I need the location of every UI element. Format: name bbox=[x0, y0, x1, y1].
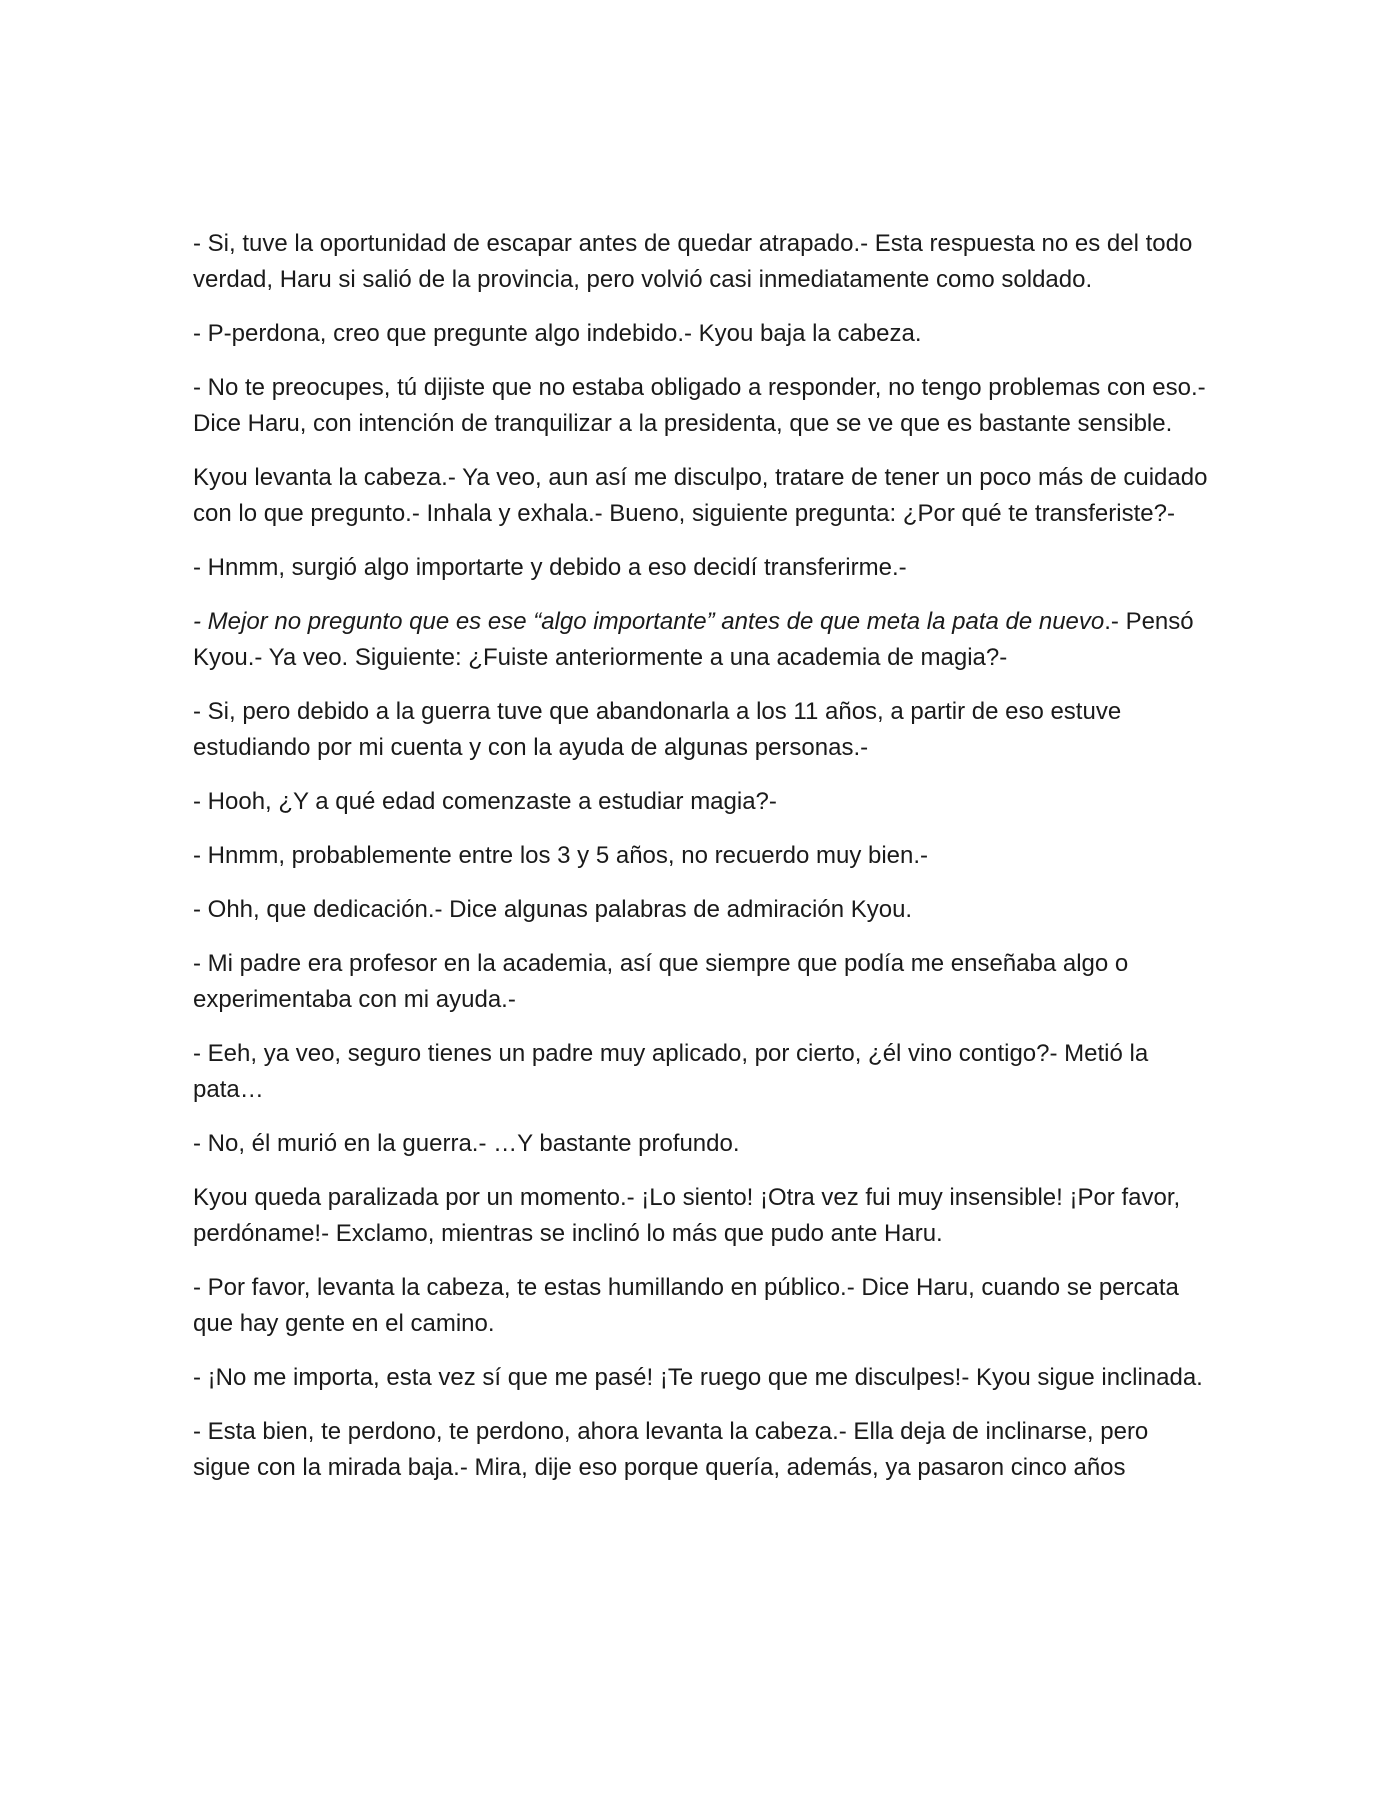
paragraph-3: - No te preocupes, tú dijiste que no estaba obligado a responder, no tengo problemas con eso.- Dice Haru, con intención de tranquilizar a la presidenta, que se ve que es bastante sensible. bbox=[193, 374, 1206, 437]
paragraph-6: - Mejor no pregunto que es ese “algo importante” antes de que meta la pata de nuevo.- Pensó Kyou.- Ya veo. Siguiente: ¿Fuiste anteriormente a una academia de magia?- bbox=[193, 608, 1194, 671]
paragraph-11: - Mi padre era profesor en la academia, así que siempre que podía me enseñaba algo o experimentaba con mi ayuda.- bbox=[193, 950, 1129, 1013]
paragraph-10: - Ohh, que dedicación.- Dice algunas palabras de admiración Kyou. bbox=[193, 896, 913, 923]
paragraph-9: - Hnmm, probablemente entre los 3 y 5 años, no recuerdo muy bien.- bbox=[193, 842, 929, 869]
paragraph-5: - Hnmm, surgió algo importarte y debido a eso decidí transferirme.- bbox=[193, 554, 907, 581]
paragraph-17: - Esta bien, te perdono, te perdono, ahora levanta la cabeza.- Ella deja de inclinarse, pero sigue con la mirada baja.- Mira, dije eso porque quería, además, ya pasaron cinco años bbox=[193, 1418, 1149, 1481]
paragraph-14: Kyou queda paralizada por un momento.- ¡Lo siento! ¡Otra vez fui muy insensible! ¡Por favor, perdóname!- Exclamo, mientras se inclinó lo más que pudo ante Haru. bbox=[193, 1184, 1181, 1247]
paragraph-16: - ¡No me importa, esta vez sí que me pasé! ¡Te ruego que me disculpes!- Kyou sigue inclinada. bbox=[193, 1364, 1203, 1391]
paragraph-12: - Eeh, ya veo, seguro tienes un padre muy aplicado, por cierto, ¿él vino contigo?- Metió la pata… bbox=[193, 1040, 1149, 1103]
paragraph-13: - No, él murió en la guerra.- …Y bastante profundo. bbox=[193, 1130, 740, 1157]
paragraph-1: - Si, tuve la oportunidad de escapar antes de quedar atrapado.- Esta respuesta no es del todo verdad, Haru si salió de la provincia, pero volvió casi inmediatamente como soldado. bbox=[193, 230, 1193, 293]
paragraph-8: - Hooh, ¿Y a qué edad comenzaste a estudiar magia?- bbox=[193, 788, 777, 815]
document-body bbox=[193, 226, 1208, 1504]
paragraph-2: - P-perdona, creo que pregunte algo indebido.- Kyou baja la cabeza. bbox=[193, 320, 922, 347]
paragraph-4: Kyou levanta la cabeza.- Ya veo, aun así me disculpo, tratare de tener un poco más de cuidado con lo que pregunto.- Inhala y exhala.- Bueno, siguiente pregunta: ¿Por qué te transferiste?- bbox=[193, 464, 1208, 527]
paragraph-7: - Si, pero debido a la guerra tuve que abandonarla a los 11 años, a partir de eso estuve estudiando por mi cuenta y con la ayuda de algunas personas.- bbox=[193, 698, 1122, 761]
paragraph-6-italic-thought: - Mejor no pregunto que es ese “algo importante” antes de que meta la pata de nuevo bbox=[193, 608, 1105, 635]
paragraph-15: - Por favor, levanta la cabeza, te estas humillando en público.- Dice Haru, cuando se percata que hay gente en el camino. bbox=[193, 1274, 1179, 1337]
